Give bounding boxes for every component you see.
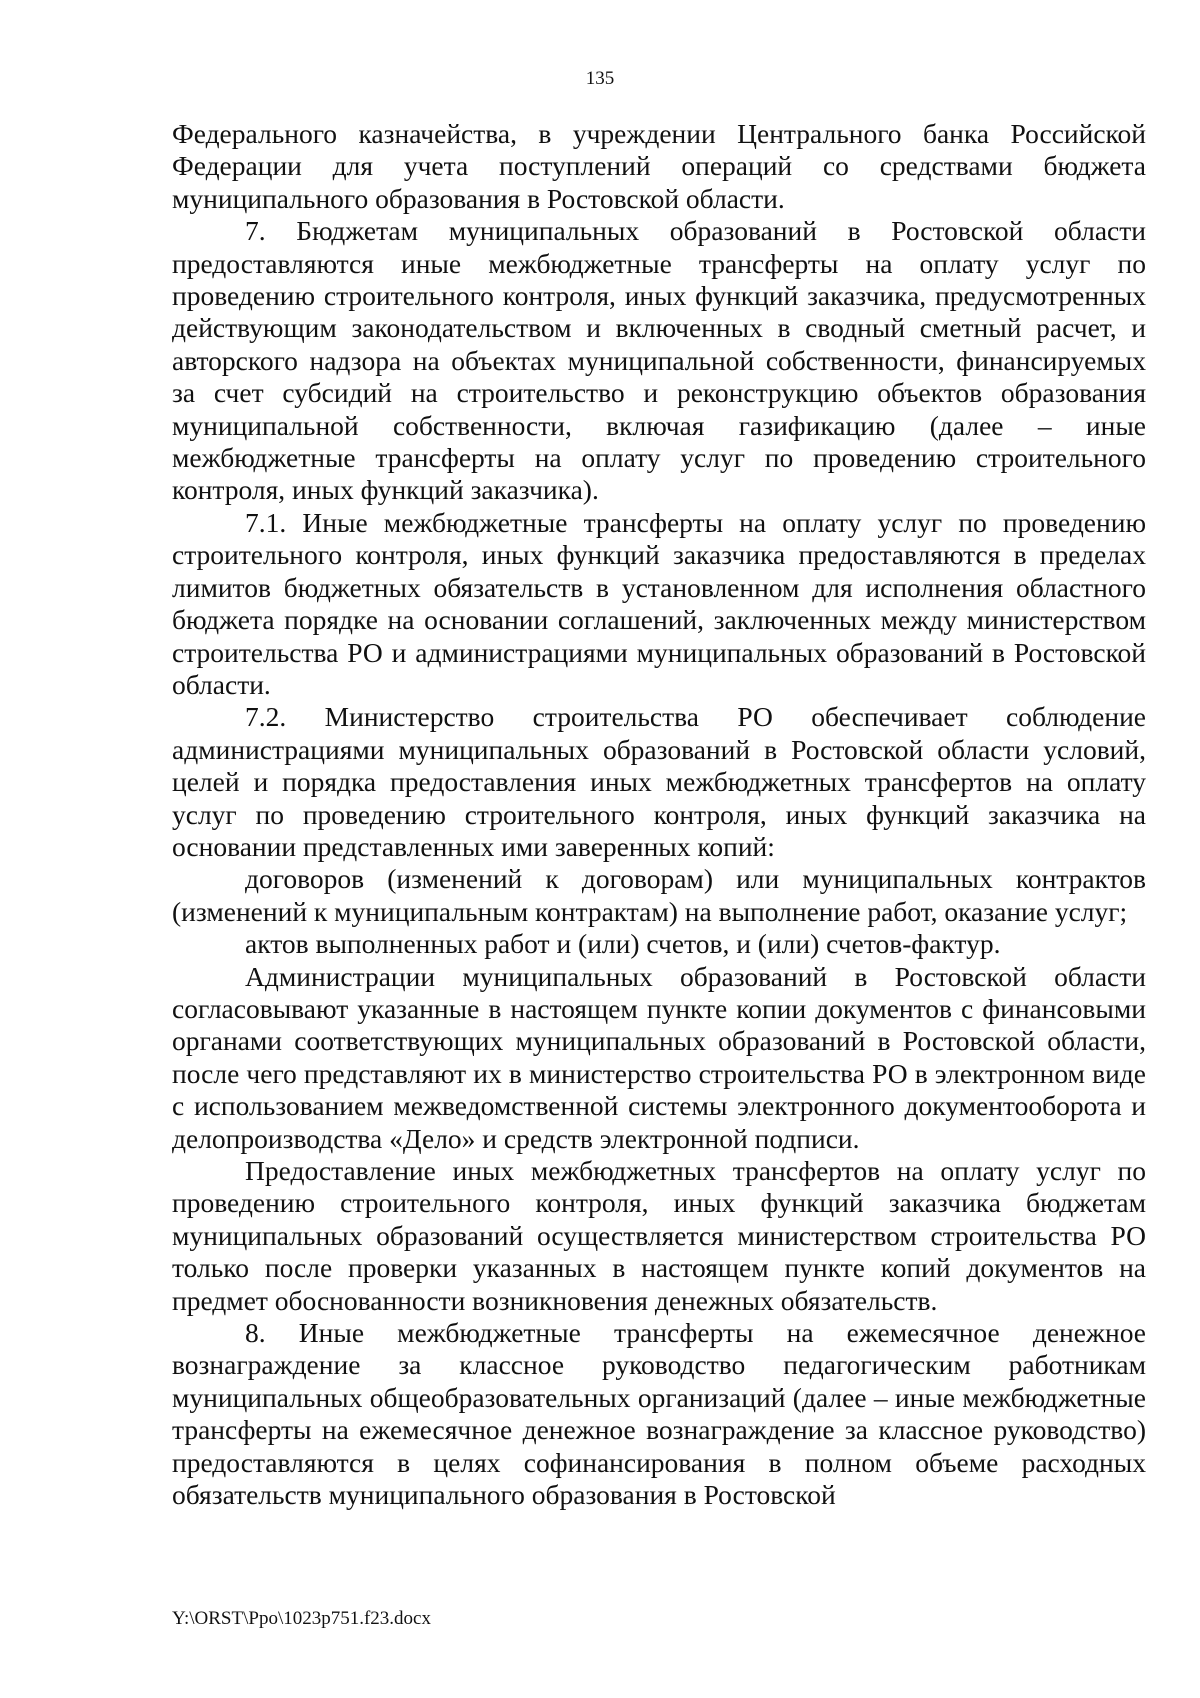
paragraph-list-acts: актов выполненных работ и (или) счетов, и (или) счетов-фактур. <box>245 928 1001 960</box>
paragraph-continuation: Федерального казначейства, в учреждении Центрального банка Российской Федерации для учета поступлений операций со средствами бюджета муниципального образования в Ростовской области. <box>172 118 1146 214</box>
paragraph-provision: Предоставление иных межбюджетных трансфертов на оплату услуг по проведению строительного контроля, иных функций заказчика бюджетам муниципальных образований осуществляется министерством строительства РО только после проверки указанных в настоящем пункте копий документов на предмет обоснованности возникновения денежных обязательств. <box>172 1155 1146 1316</box>
page-number: 135 <box>585 68 615 89</box>
paragraph-list-contracts: договоров (изменений к договорам) или муниципальных контрактов (изменений к муниципальным контрактам) на выполнение работ, оказание услуг; <box>172 863 1146 927</box>
file-path-footer: Y:\ORST\Ppo\1023p751.f23.docx <box>172 1608 431 1629</box>
paragraph-item-7: 7. Бюджетам муниципальных образований в Ростовской области предоставляются иные межбюджетные трансферты на оплату услуг по проведению строительного контроля, иных функций заказчика, предусмотренных действующим законодательством и включенных в сводный сметный расчет, и авторского надзора на объектах муниципальной собственности, финансируемых за счет субсидий на строительство и реконструкцию объектов образования муниципальной собственности, включая газификацию (далее – иные межбюджетные трансферты на оплату услуг по проведению строительного контроля, иных функций заказчика). <box>172 215 1146 506</box>
paragraph-item-7-2: 7.2. Министерство строительства РО обеспечивает соблюдение администрациями муниципальных образований в Ростовской области условий, целей и порядка предоставления иных межбюджетных трансфертов на оплату услуг по проведению строительного контроля, иных функций заказчика на основании представленных ими заверенных копий: <box>172 701 1146 862</box>
paragraph-item-8: 8. Иные межбюджетные трансферты на ежемесячное денежное вознаграждение за классное руководство педагогическим работникам муниципальных общеобразовательных организаций (далее – иные межбюджетные трансферты на ежемесячное денежное вознаграждение за классное руководство) предоставляются в целях софинансирования в полном объеме расходных обязательств муниципального образования в Ростовской <box>172 1317 1146 1511</box>
document-body <box>172 118 1146 1511</box>
paragraph-item-7-1: 7.1. Иные межбюджетные трансферты на оплату услуг по проведению строительного контроля, иных функций заказчика предоставляются в пределах лимитов бюджетных обязательств в установленном для исполнения областного бюджета порядке на основании соглашений, заключенных между министерством строительства РО и администрациями муниципальных образований в Ростовской области. <box>172 506 1146 700</box>
paragraph-administrations: Администрации муниципальных образований в Ростовской области согласовывают указанные в настоящем пункте копии документов с финансовыми органами соответствующих муниципальных образований в Ростовской области, после чего представляют их в министерство строительства РО в электронном виде с использованием межведомственной системы электронного документооборота и делопроизводства «Дело» и средств электронной подписи. <box>172 960 1146 1154</box>
